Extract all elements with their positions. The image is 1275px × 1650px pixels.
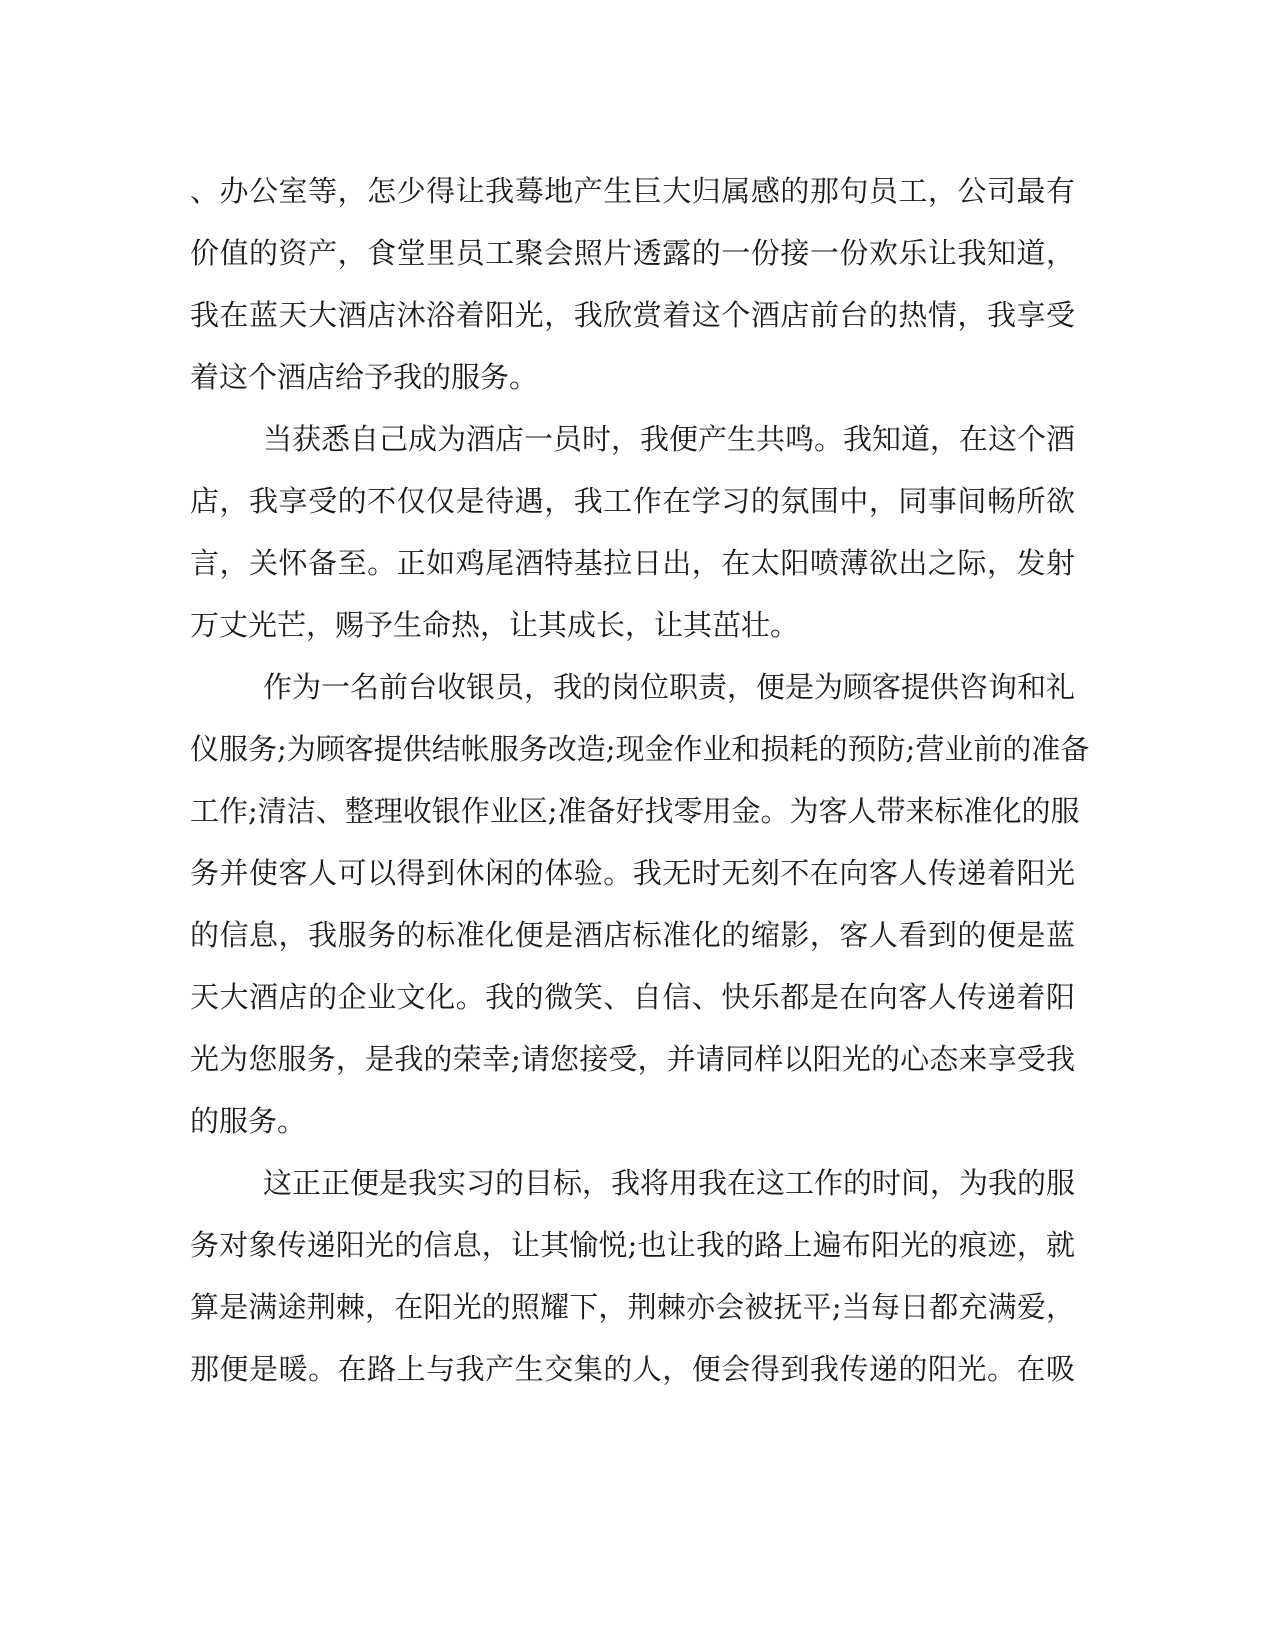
text-line: 算是满途荆棘，在阳光的照耀下，荆棘亦会被抚平;当每日都充满爱， [190, 1290, 1075, 1324]
paragraph-first-line: 当获悉自己成为酒店一员时，我便产生共鸣。我知道，在这个酒 [263, 422, 1076, 456]
paragraph-first-line: 作为一名前台收银员，我的岗位职责，便是为顾客提供咨询和礼 [263, 670, 1076, 704]
text-line: 那便是暖。在路上与我产生交集的人，便会得到我传递的阳光。在吸 [190, 1352, 1075, 1386]
text-line: 价值的资产，食堂里员工聚会照片透露的一份接一份欢乐让我知道， [190, 236, 1075, 270]
text-line: 工作;清洁、整理收银作业区;准备好找零用金。为客人带来标准化的服 [190, 794, 1080, 828]
text-line: 的服务。 [190, 1104, 307, 1138]
text-line: 言，关怀备至。正如鸡尾酒特基拉日出，在太阳喷薄欲出之际，发射 [190, 546, 1075, 580]
text-line: 万丈光芒，赐予生命热，让其成长，让其茁壮。 [190, 608, 800, 642]
text-line: 的信息，我服务的标准化便是酒店标准化的缩影，客人看到的便是蓝 [190, 918, 1075, 952]
text-line: 我在蓝天大酒店沐浴着阳光，我欣赏着这个酒店前台的热情，我享受 [190, 298, 1075, 332]
text-line: 仪服务;为顾客提供结帐服务改造;现金作业和损耗的预防;营业前的准备 [190, 732, 1090, 766]
document-body [190, 160, 1090, 1400]
text-line: 、办公室等，怎少得让我蓦地产生巨大归属感的那句员工，公司最有 [190, 174, 1075, 208]
text-line: 着这个酒店给予我的服务。 [190, 360, 539, 394]
text-line: 务对象传递阳光的信息，让其愉悦;也让我的路上遍布阳光的痕迹，就 [190, 1228, 1075, 1262]
paragraph-first-line: 这正正便是我实习的目标，我将用我在这工作的时间，为我的服 [263, 1166, 1076, 1200]
text-line: 务并使客人可以得到休闲的体验。我无时无刻不在向客人传递着阳光 [190, 856, 1075, 890]
text-line: 天大酒店的企业文化。我的微笑、自信、快乐都是在向客人传递着阳 [190, 980, 1075, 1014]
text-line: 光为您服务，是我的荣幸;请您接受，并请同样以阳光的心态来享受我 [190, 1042, 1075, 1076]
text-line: 店，我享受的不仅仅是待遇，我工作在学习的氛围中，同事间畅所欲 [190, 484, 1075, 518]
